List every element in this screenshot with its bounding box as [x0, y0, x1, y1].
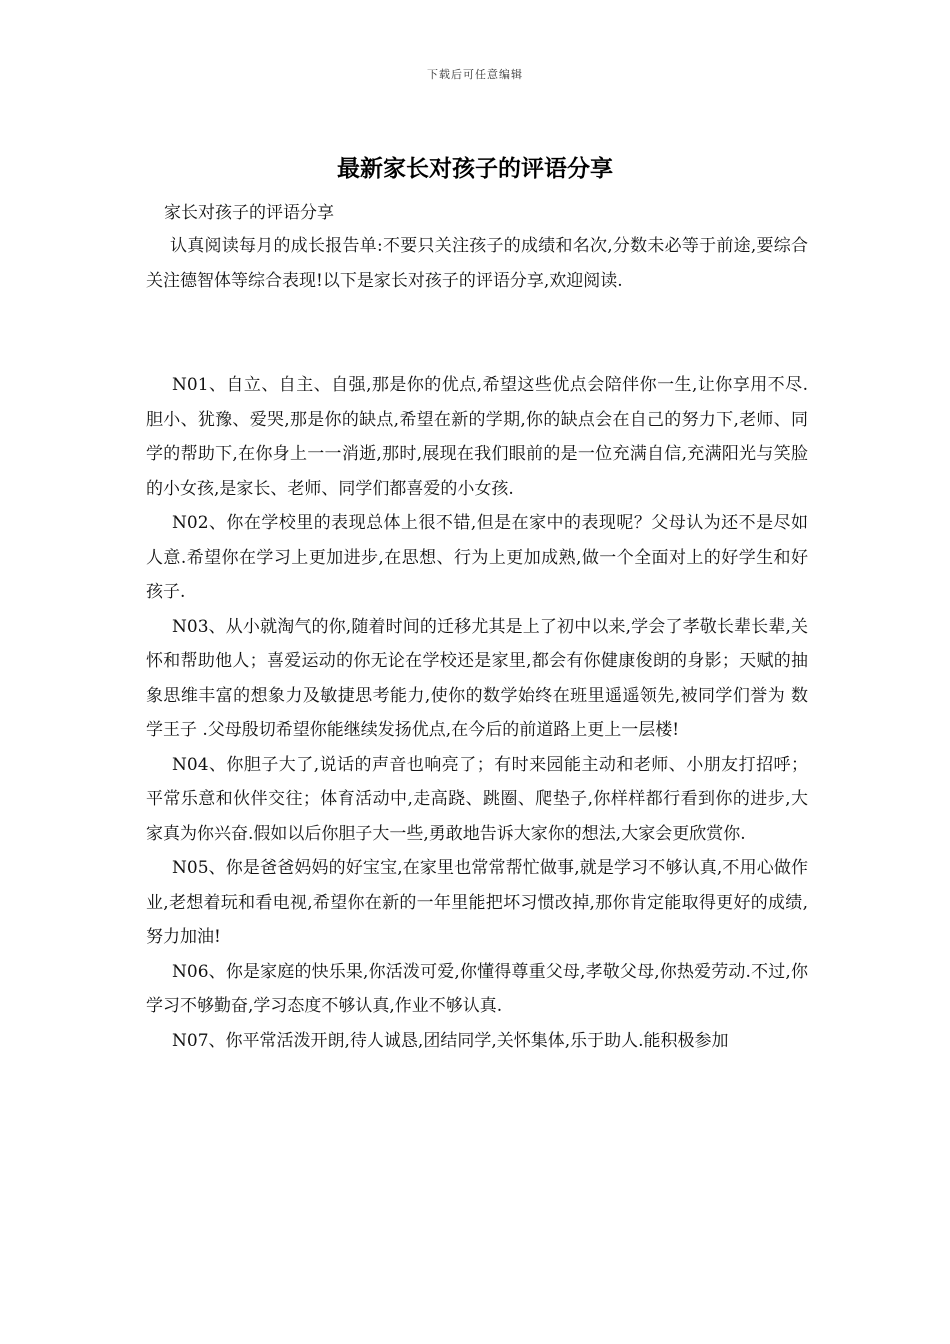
comment-paragraph: N03、从小就淘气的你,随着时间的迁移尤其是上了初中以来,学会了孝敬长辈长辈,关怀和帮助他人；喜爱运动的你无论在学校还是家里,都会有你健康俊朗的身影；天赋的抽象思维丰富的想象力及敏捷思考能力,使你的数学始终在班里遥遥领先,被同学们誉为 数学王子 .父母殷切希望你能继续发扬优点,在今后的前道路上更上一层楼! — [146, 616, 808, 740]
header-note: 下载后可任意编辑 — [427, 68, 523, 81]
comment-paragraph: N02、你在学校里的表现总体上很不错,但是在家中的表现呢？父母认为还不是尽如人意.希望你在学习上更加进步,在思想、行为上更加成熟,做一个全面对上的好学生和好孩子. — [146, 513, 808, 602]
comment-paragraph: N06、你是家庭的快乐果,你活泼可爱,你懂得尊重父母,孝敬父母,你热爱劳动.不过,你学习不够勤奋,学习态度不够认真,作业不够认真. — [146, 961, 808, 1016]
comment-paragraph: N05、你是爸爸妈妈的好宝宝,在家里也常常帮忙做事,就是学习不够认真,不用心做作业,老想着玩和看电视,希望你在新的一年里能把坏习惯改掉,那你肯定能取得更好的成绩,努力加油! — [146, 858, 808, 947]
comment-paragraph: N07、你平常活泼开朗,待人诚恳,团结同学,关怀集体,乐于助人.能积极参加 — [172, 1030, 729, 1051]
comments-list — [146, 368, 808, 1058]
intro-paragraph: 认真阅读每月的成长报告单:不要只关注孩子的成绩和名次,分数未必等于前途,要综合关注德智体等综合表现!以下是家长对孩子的评语分享,欢迎阅读. — [146, 236, 808, 291]
subtitle: 家长对孩子的评语分享 — [164, 203, 334, 223]
comment-paragraph: N01、自立、自主、自强,那是你的优点,希望这些优点会陪伴你一生,让你享用不尽.胆小、犹豫、爱哭,那是你的缺点,希望在新的学期,你的缺点会在自己的努力下,老师、同学的帮助下,在你身上一一消逝,那时,展现在我们眼前的是一位充满自信,充满阳光与笑脸的小女孩,是家长、老师、同学们都喜爱的小女孩. — [146, 375, 808, 499]
page-title: 最新家长对孩子的评语分享 — [337, 155, 613, 182]
comment-paragraph: N04、你胆子大了,说话的声音也响亮了；有时来园能主动和老师、小朋友打招呼；平常乐意和伙伴交往；体育活动中,走高跷、跳圈、爬垫子,你样样都行看到你的进步,大家真为你兴奋.假如以后你胆子大一些,勇敢地告诉大家你的想法,大家会更欣赏你. — [146, 754, 808, 844]
